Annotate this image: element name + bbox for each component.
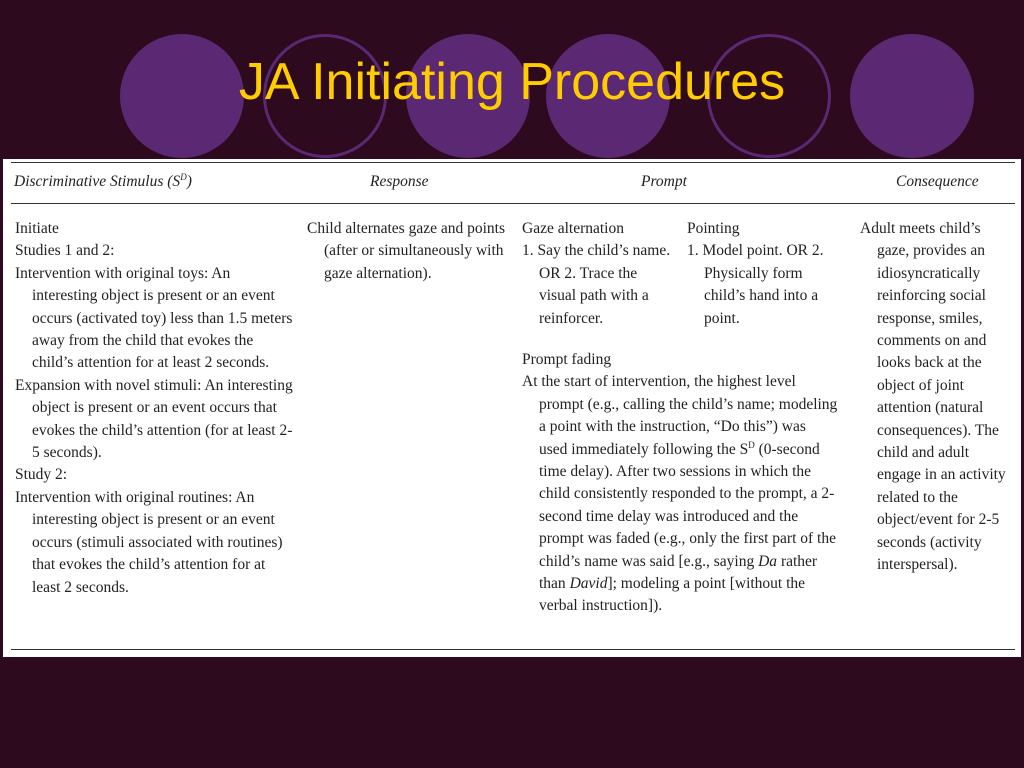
- prompt-pointing-heading: Pointing: [687, 220, 740, 237]
- fading-david: David: [569, 575, 608, 593]
- sd-intervention-routines: Intervention with original routines: An interesting object is present or an event occurs (stimuli associated with routines) that evokes the child’s attention for at least 2 seconds.: [15, 488, 283, 596]
- prompt-fading-block: [522, 349, 838, 618]
- consequence-column: [860, 218, 1012, 577]
- slide-title: JA Initiating Procedures: [238, 53, 786, 111]
- prompt-pointing-text: 1. Model point. OR 2. Physically form child’s hand into a point.: [687, 242, 824, 327]
- prompt-fading-text: [522, 371, 838, 617]
- prompt-fading-heading: Prompt fading: [522, 351, 612, 368]
- header-discriminative-stimulus: [14, 171, 192, 193]
- sd-intervention-toys: Intervention with original toys: An interesting object is present or an event occurs (activated toy) less than 1.5 meters away from the child that evokes the child’s attention for at least 2 seconds.: [15, 264, 293, 372]
- fading-text-part3: ]; modeling a point [without the verbal instruction]).: [539, 575, 806, 615]
- header-sd-suffix: ): [186, 173, 192, 190]
- response-text: Child alternates gaze and points (after or simultaneously with gaze alternation).: [307, 220, 505, 282]
- fading-sd-superscript: D: [748, 439, 755, 450]
- sd-column: [15, 218, 293, 599]
- prompt-pointing-column: [687, 218, 837, 330]
- procedure-table: [3, 159, 1021, 657]
- response-column: [307, 218, 507, 285]
- fading-text-part1: At the start of intervention, the highest level prompt (e.g., calling the child’s name; modeling a point with the instruction, “Do this”) was used immediately following the S: [522, 373, 838, 458]
- fading-rather-than: rather than: [539, 552, 818, 593]
- sd-study-2: Study 2:: [15, 466, 68, 484]
- fading-text-part2: (0-second time delay). After two sessions in which the child consistently responded to the prompt, a 2-second time delay was introduced and the prompt was faded (e.g., only the first part of the child’s name was said [e.g., saying: [539, 440, 836, 570]
- fading-da: Da: [758, 552, 778, 570]
- prompt-gaze-column: [522, 218, 672, 330]
- prompt-gaze-heading: Gaze alternation: [522, 220, 624, 237]
- prompt-gaze-text: 1. Say the child’s name. OR 2. Trace the visual path with a reinforcer.: [522, 242, 671, 327]
- header-bottom-rule: [11, 203, 1015, 204]
- table-bottom-rule: [11, 649, 1015, 650]
- consequence-text: Adult meets child’s gaze, provides an idiosyncratically reinforcing social response, smiles, comments on and looks back at the object of joint attention (natural consequences). The child and adult engage in an activity related to the object/event for 2-5 seconds (activity interspersal).: [860, 220, 1006, 574]
- header-response: Response: [370, 173, 429, 190]
- header-consequence: Consequence: [896, 173, 979, 190]
- header-sd-text: Discriminative Stimulus (S: [14, 173, 181, 190]
- sd-initiate: Initiate: [15, 220, 59, 237]
- header-sd-superscript: D: [180, 171, 187, 182]
- header-prompt: Prompt: [641, 173, 687, 190]
- table-top-rule: [11, 162, 1015, 163]
- sd-studies-1-2: Studies 1 and 2:: [15, 242, 115, 260]
- sd-expansion: Expansion with novel stimuli: An interesting object is present or an event occurs that evokes the child’s attention (for at least 2-5 seconds).: [15, 376, 293, 462]
